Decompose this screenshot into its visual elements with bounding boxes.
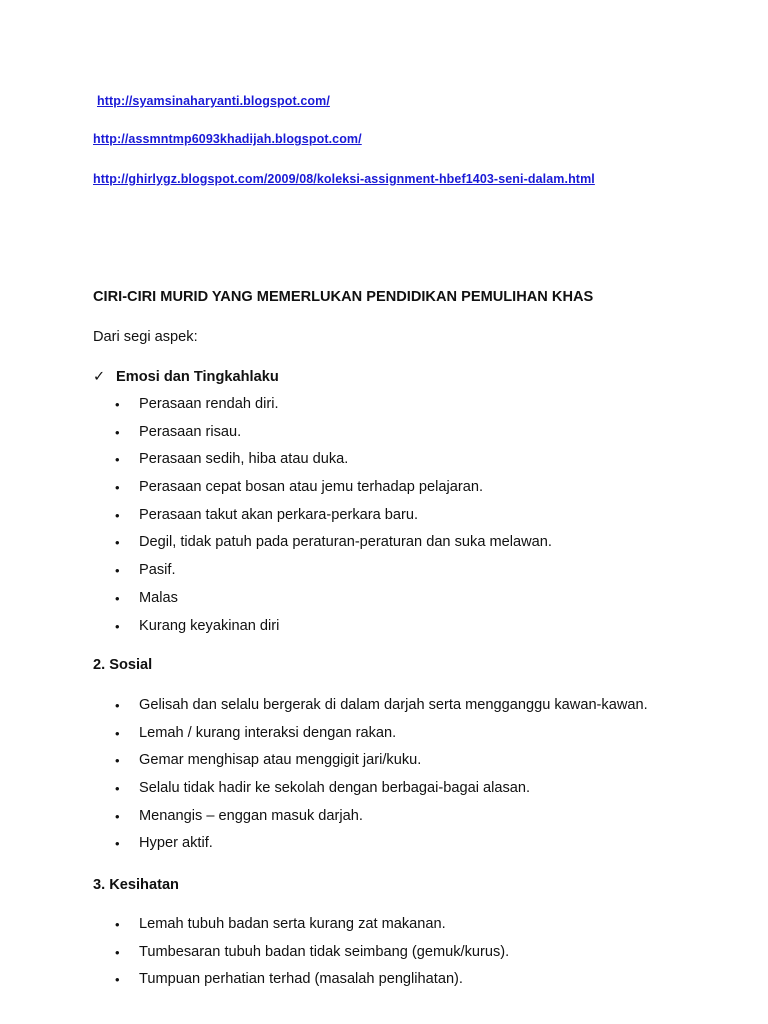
bullet-icon: • [115,397,120,412]
list-item [115,775,648,803]
bullet-icon: • [115,781,120,797]
list-item [115,830,648,858]
bullet-icon: • [115,808,120,824]
section-title-sosial: 2. Sosial [93,657,153,673]
reference-link-1[interactable]: http://syamsinaharyanti.blogspot.com/ [97,94,330,108]
bullet-icon: • [115,563,120,579]
bullet-icon: • [115,424,120,440]
section-title-kesihatan: 3. Kesihatan [93,877,179,893]
list-item-text: Selalu tidak hadir ke sekolah dengan berbagai-bagai alasan. [139,780,531,797]
checkmark-icon: ✓ [93,369,106,385]
list-item [115,747,648,775]
list-item [115,585,552,613]
list-item-text: Gelisah dan selalu bergerak di dalam darjah serta mengganggu kawan-kawan. [139,697,648,713]
list-item-text: Lemah / kurang interaksi dengan rakan. [139,724,397,741]
list-item-text: Menangis – enggan masuk darjah. [139,807,363,824]
bullet-icon: • [115,507,120,523]
list-item [115,446,552,474]
list-item-text: Gemar menghisap atau menggigit jari/kuku. [139,752,422,769]
list-item [115,939,509,967]
list-item-text: Perasaan sedih, hiba atau duka. [139,451,349,468]
document-heading: CIRI-CIRI MURID YANG MEMERLUKAN PENDIDIKAN PEMULIHAN KHAS [93,289,594,305]
bullet-icon: • [115,535,120,551]
list-item [115,419,552,447]
section-title-text: Emosi dan Tingkahlaku [116,369,279,385]
bullet-icon: • [115,480,120,496]
list-item [115,502,552,530]
emosi-list [115,391,552,640]
list-item-text: Perasaan rendah diri. [139,396,279,412]
list-item-text: Tumbesaran tubuh badan tidak seimbang (gemuk/kurus). [139,943,510,960]
bullet-icon: • [115,725,120,741]
intro-text: Dari segi aspek: [93,329,198,345]
list-item-text: Pasif. [139,562,176,579]
list-item-text: Hyper aktif. [139,835,213,852]
list-item-text: Malas [139,589,178,606]
bullet-icon: • [115,944,120,960]
sosial-list [115,692,648,858]
list-item-text: Tumpuan perhatian terhad (masalah penglihatan). [139,971,463,988]
list-item-text: Degil, tidak patuh pada peraturan-peraturan dan suka melawan. [139,534,552,551]
list-item-text: Kurang keyakinan diri [139,617,280,634]
bullet-icon: • [115,590,120,606]
list-item [115,692,648,720]
bullet-icon: • [115,452,120,468]
list-item [115,529,552,557]
list-item [115,720,648,748]
reference-link-2[interactable]: http://assmntmp6093khadijah.blogspot.com/ [93,132,362,146]
bullet-icon: • [115,753,120,769]
kesihatan-list [115,911,509,994]
list-item [115,613,552,641]
list-item-text: Perasaan cepat bosan atau jemu terhadap pelajaran. [139,479,484,496]
list-item-text: Lemah tubuh badan serta kurang zat makanan. [139,916,446,932]
bullet-icon: • [115,836,120,852]
bullet-icon: • [115,972,120,988]
reference-link-3[interactable]: http://ghirlygz.blogspot.com/2009/08/koleksi-assignment-hbef1403-seni-dalam.html [93,172,595,186]
section-title-emosi [93,368,279,385]
list-item [115,966,509,994]
list-item [115,911,509,939]
bullet-icon: • [115,917,120,932]
list-item [115,803,648,831]
list-item [115,391,552,419]
bullet-icon: • [115,698,120,713]
list-item-text: Perasaan takut akan perkara-perkara baru. [139,506,419,523]
list-item [115,474,552,502]
list-item-text: Perasaan risau. [139,423,242,440]
bullet-icon: • [115,618,120,634]
list-item [115,557,552,585]
